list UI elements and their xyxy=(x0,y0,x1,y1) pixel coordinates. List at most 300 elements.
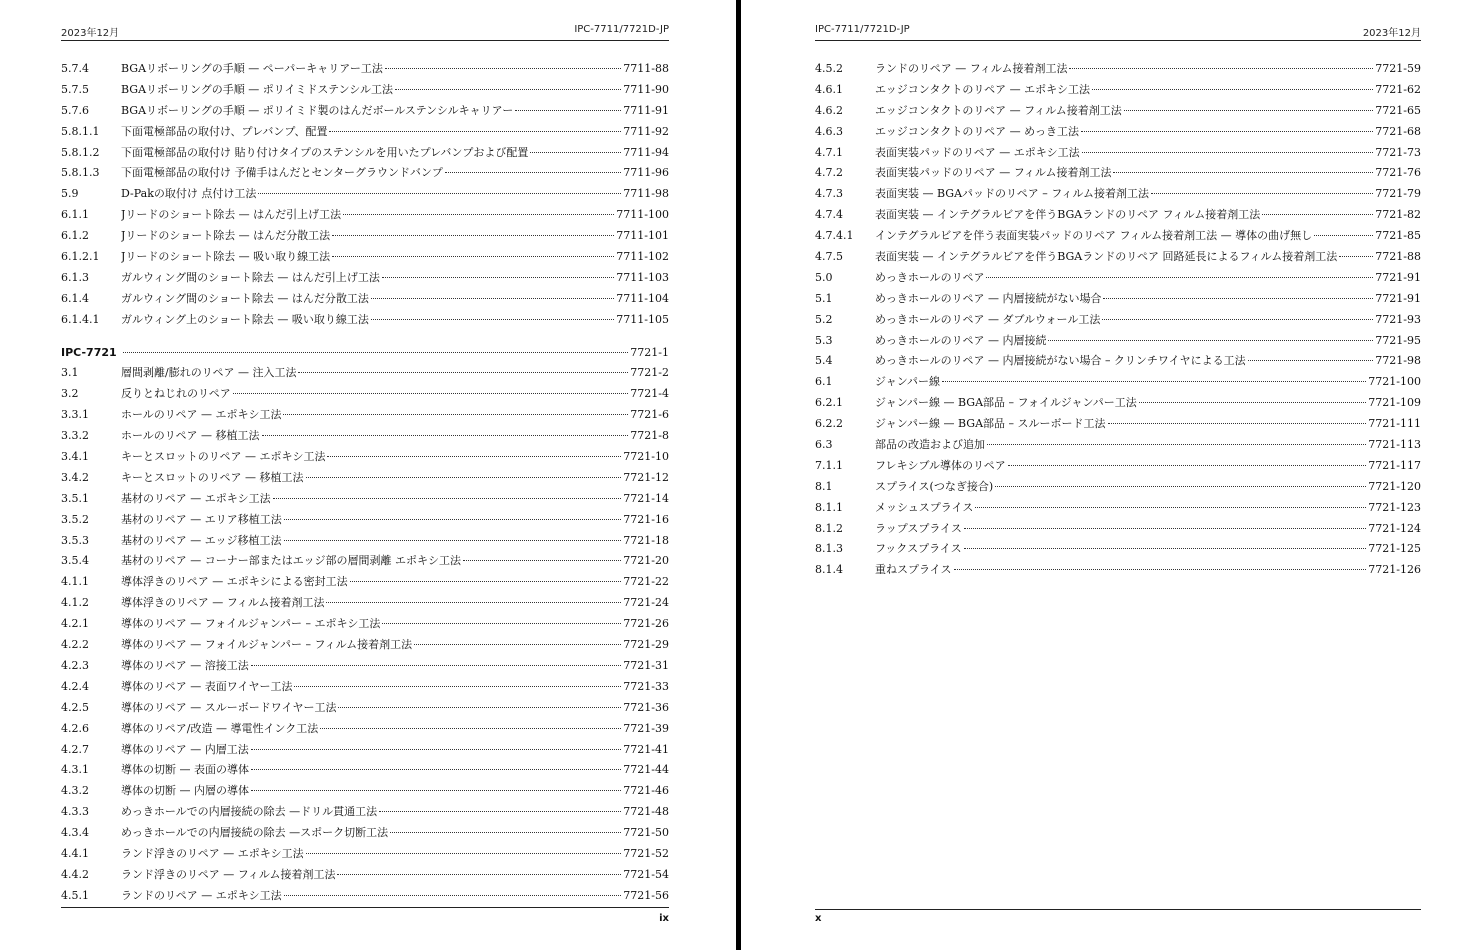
toc-entry-title: ガルウィング上のショート除去 — 吸い取り線工法 xyxy=(121,312,369,326)
toc-list xyxy=(61,59,669,907)
toc-entry[interactable] xyxy=(815,310,1421,331)
toc-section-number: 3.5.4 xyxy=(61,554,89,568)
toc-entry[interactable] xyxy=(61,593,669,614)
toc-entry-title: BGAリボーリングの手順 — ペーパーキャリアー工法 xyxy=(121,62,383,75)
toc-entry-title: 重ねスプライス xyxy=(875,563,952,577)
toc-dot-leader xyxy=(1102,319,1373,320)
toc-dot-leader xyxy=(123,352,628,353)
toc-entry-title: 層間剥離/膨れのリペア — 注入工法 xyxy=(121,366,297,380)
toc-entry[interactable] xyxy=(815,226,1421,247)
toc-section-number: 3.3.1 xyxy=(61,408,89,422)
toc-dot-leader xyxy=(294,686,621,687)
toc-page-ref: 7721-125 xyxy=(1368,542,1421,556)
toc-entry[interactable] xyxy=(61,740,669,761)
toc-entry[interactable] xyxy=(815,205,1421,226)
toc-entry[interactable] xyxy=(61,635,669,656)
toc-page-ref: 7721-6 xyxy=(630,408,669,422)
toc-page-ref: 7721-109 xyxy=(1368,396,1421,410)
toc-dot-leader xyxy=(954,569,1367,570)
toc-section-number: 5.3 xyxy=(815,333,833,347)
toc-entry-title: 導体のリペア — フォイルジャンパー – フィルム接着剤工法 xyxy=(121,638,413,652)
toc-dot-leader xyxy=(987,444,1366,445)
toc-entry-title: D-Pakの取付け 点付け工法 xyxy=(121,187,257,201)
toc-section-number: 4.3.1 xyxy=(61,763,89,777)
toc-entry[interactable] xyxy=(815,163,1421,184)
toc-dot-leader xyxy=(1139,402,1367,403)
toc-page-ref: 7721-50 xyxy=(623,826,669,840)
toc-entry[interactable] xyxy=(61,226,669,247)
toc-section-number: 5.8.1.1 xyxy=(61,124,100,138)
toc-entry-title: ホールのリペア — エポキシ工法 xyxy=(121,408,282,422)
toc-dot-leader xyxy=(1151,193,1373,194)
toc-entry[interactable] xyxy=(61,426,669,447)
toc-page-ref: 7721-54 xyxy=(623,867,669,881)
toc-entry[interactable] xyxy=(61,698,669,719)
toc-dot-leader xyxy=(975,507,1366,508)
toc-entry-title: 導体のリペア — 表面ワイヤー工法 xyxy=(121,679,293,693)
toc-section-number: 3.3.2 xyxy=(61,429,89,443)
toc-page-ref: 7721-24 xyxy=(623,596,669,610)
toc-entry[interactable] xyxy=(815,539,1421,560)
toc-page-ref: 7711-102 xyxy=(616,250,669,264)
toc-page-ref: 7721-10 xyxy=(623,450,669,464)
toc-entry-title: メッシュスプライス xyxy=(875,500,974,514)
toc-section-number: 4.7.3 xyxy=(815,187,843,201)
toc-dot-leader xyxy=(320,728,621,729)
toc-entry-title: めっきホールでの内層接続の除去 —スポーク切断工法 xyxy=(121,826,389,840)
toc-dot-leader xyxy=(382,623,621,624)
toc-section-number: 3.5.3 xyxy=(61,533,89,547)
toc-page-ref: 7711-96 xyxy=(623,166,669,180)
toc-entry[interactable] xyxy=(61,719,669,740)
toc-section-number: 4.4.2 xyxy=(61,867,89,881)
toc-page-ref: 7721-20 xyxy=(623,554,669,568)
toc-section-number: 3.2 xyxy=(61,387,79,401)
toc-entry-title: 導体のリペア — 内層工法 xyxy=(121,742,249,756)
toc-entry-title: めっきホールのリペア — 内層接続 xyxy=(875,333,1047,347)
toc-page-ref: 7721-41 xyxy=(623,742,669,756)
toc-entry-title: キーとスロットのリペア — 移植工法 xyxy=(121,470,304,484)
toc-section-number: 3.4.2 xyxy=(61,470,89,484)
toc-page-ref: 7721-68 xyxy=(1375,124,1421,138)
toc-dot-leader xyxy=(326,602,621,603)
toc-section-number: 5.9 xyxy=(61,187,79,201)
toc-section-number: 8.1.3 xyxy=(815,542,843,556)
header-doc-id: IPC-7711/7721D-JP xyxy=(574,24,669,35)
toc-entry-title: めっきホールのリペア — ダブルウォール工法 xyxy=(875,312,1101,326)
page-number: x xyxy=(815,913,822,924)
toc-page-ref: 7721-91 xyxy=(1375,270,1421,284)
toc-dot-leader xyxy=(371,319,614,320)
toc-spacer xyxy=(61,331,669,343)
toc-page-ref: 7721-29 xyxy=(623,638,669,652)
toc-entry[interactable] xyxy=(61,802,669,823)
toc-page-ref: 7721-65 xyxy=(1375,103,1421,117)
toc-dot-leader xyxy=(332,235,614,236)
toc-entry-title: Jリードのショート除去 — はんだ引上げ工法 xyxy=(121,208,342,222)
toc-section-number: 5.8.1.2 xyxy=(61,145,100,159)
toc-section-number: 5.7.5 xyxy=(61,82,89,96)
toc-page-ref: 7721-12 xyxy=(623,470,669,484)
toc-entry-title: 導体浮きのリペア — エポキシによる密封工法 xyxy=(121,575,348,589)
toc-section-number: 4.5.1 xyxy=(61,888,89,902)
toc-entry[interactable] xyxy=(815,143,1421,164)
toc-dot-leader xyxy=(515,110,621,111)
toc-section-number: 3.4.1 xyxy=(61,450,89,464)
toc-entry[interactable] xyxy=(61,122,669,143)
toc-entry[interactable] xyxy=(61,844,669,865)
toc-entry[interactable] xyxy=(815,289,1421,310)
toc-entry[interactable] xyxy=(61,677,669,698)
toc-page-ref: 7721-82 xyxy=(1375,208,1421,222)
toc-page-ref: 7721-126 xyxy=(1368,563,1421,577)
toc-section-number: 6.2.1 xyxy=(815,396,843,410)
toc-page-ref: 7721-113 xyxy=(1368,438,1421,452)
header-rule xyxy=(61,40,669,41)
toc-section-number: 6.2.2 xyxy=(815,417,843,431)
toc-entry[interactable] xyxy=(61,468,669,489)
toc-entry[interactable] xyxy=(61,489,669,510)
toc-dot-leader xyxy=(332,256,614,257)
toc-page-ref: 7721-39 xyxy=(623,721,669,735)
toc-dot-leader xyxy=(1262,214,1373,215)
toc-entry-title: フレキシブル導体のリペア xyxy=(875,458,1006,472)
toc-page-ref: 7711-100 xyxy=(616,208,669,222)
toc-section-number: 4.2.3 xyxy=(61,658,89,672)
toc-entry-title: ラップスプライス xyxy=(875,521,962,535)
toc-dot-leader xyxy=(964,528,1366,529)
toc-dot-leader xyxy=(284,895,622,896)
toc-dot-leader xyxy=(329,131,621,132)
toc-dot-leader xyxy=(262,435,629,436)
toc-entry[interactable] xyxy=(815,331,1421,352)
toc-entry-title: 基材のリペア — エッジ移植工法 xyxy=(121,533,282,547)
toc-page-ref: 7721-4 xyxy=(630,387,669,401)
toc-page-ref: 7721-117 xyxy=(1368,458,1421,472)
toc-entry-title: めっきホールでの内層接続の除去 —ドリル貫通工法 xyxy=(121,805,378,819)
toc-page-ref: 7711-94 xyxy=(623,145,669,159)
toc-dot-leader xyxy=(251,665,622,666)
toc-entry[interactable] xyxy=(815,393,1421,414)
toc-page-ref: 7721-124 xyxy=(1368,521,1421,535)
footer-rule xyxy=(61,907,669,908)
toc-section-number: 4.6.2 xyxy=(815,103,843,117)
toc-entry[interactable] xyxy=(815,456,1421,477)
toc-page-ref: 7721-111 xyxy=(1368,417,1421,431)
toc-entry-title: エッジコンタクトのリペア — めっき工法 xyxy=(875,124,1080,138)
toc-page-ref: 7721-44 xyxy=(623,763,669,777)
toc-entry[interactable] xyxy=(815,519,1421,540)
toc-page-ref: 7721-1 xyxy=(630,345,669,359)
header-date: 2023年12月 xyxy=(61,28,120,39)
toc-entry-title: ジャンパー線 — BGA部品 – スルーボード工法 xyxy=(875,417,1106,431)
toc-dot-leader xyxy=(1314,235,1373,236)
toc-section-number: 4.2.5 xyxy=(61,700,89,714)
toc-entry[interactable] xyxy=(61,143,669,164)
toc-dot-leader xyxy=(1248,360,1374,361)
toc-section-number: 6.1.2 xyxy=(61,229,89,243)
toc-entry[interactable] xyxy=(815,101,1421,122)
toc-dot-leader xyxy=(1113,172,1373,173)
toc-entry-title: ジャンパー線 — BGA部品 – フォイルジャンパー工法 xyxy=(875,396,1137,410)
toc-page-ref: 7721-85 xyxy=(1375,229,1421,243)
toc-entry[interactable] xyxy=(61,289,669,310)
toc-dot-leader xyxy=(1081,131,1373,132)
toc-section-number: 4.5.2 xyxy=(815,62,843,75)
toc-section-number: 4.7.5 xyxy=(815,250,843,264)
toc-section-number: 4.2.1 xyxy=(61,617,89,631)
toc-page-ref: 7721-73 xyxy=(1375,145,1421,159)
toc-entry[interactable] xyxy=(61,447,669,468)
toc-section-number: 4.7.2 xyxy=(815,166,843,180)
toc-entry[interactable] xyxy=(61,59,669,80)
toc-entry[interactable] xyxy=(815,372,1421,393)
toc-page-ref: 7721-14 xyxy=(623,491,669,505)
toc-entry-title: ランド浮きのリペア — フィルム接着剤工法 xyxy=(121,867,336,881)
toc-dot-leader xyxy=(390,832,621,833)
toc-dot-leader xyxy=(343,214,614,215)
toc-section-number: 6.3 xyxy=(815,438,833,452)
toc-entry[interactable] xyxy=(61,551,669,572)
toc-entry-title: めっきホールのリペア — 内層接続がない場合 – クリンチワイヤによる工法 xyxy=(875,354,1246,368)
toc-section-number: 4.1.1 xyxy=(61,575,89,589)
toc-page-ref: 7721-100 xyxy=(1368,375,1421,389)
toc-page-ref: 7721-8 xyxy=(630,429,669,443)
toc-dot-leader xyxy=(379,811,621,812)
header-date: 2023年12月 xyxy=(1362,28,1421,39)
toc-entry[interactable] xyxy=(815,477,1421,498)
toc-entry-title: ガルウィング間のショート除去 — はんだ分散工法 xyxy=(121,291,369,305)
toc-entry-title: 下面電極部品の取付け 予備手はんだとセンターグラウンドバンプ xyxy=(121,166,443,180)
toc-section-number: 4.6.3 xyxy=(815,124,843,138)
toc-entry[interactable] xyxy=(815,435,1421,456)
toc-dot-leader xyxy=(445,172,621,173)
toc-entry-title: エッジコンタクトのリペア — エポキシ工法 xyxy=(875,82,1091,96)
toc-entry[interactable] xyxy=(61,886,669,907)
toc-entry-title: 基材のリペア — エリア移植工法 xyxy=(121,512,282,526)
toc-dot-leader xyxy=(284,519,622,520)
toc-section-number: 8.1.1 xyxy=(815,500,843,514)
toc-entry-title: 下面電極部品の取付け 貼り付けタイプのステンシルを用いたプレバンプおよび配置 xyxy=(121,145,529,159)
toc-entry[interactable] xyxy=(61,823,669,844)
toc-section-number: 5.2 xyxy=(815,312,833,326)
toc-entry[interactable] xyxy=(61,363,669,384)
toc-entry[interactable] xyxy=(61,531,669,552)
toc-entry-title: 導体のリペア — 溶接工法 xyxy=(121,658,249,672)
toc-section-number: 3.1 xyxy=(61,366,79,380)
toc-section-number: 6.1.2.1 xyxy=(61,250,100,264)
toc-page-ref: 7721-56 xyxy=(623,888,669,902)
toc-dot-leader xyxy=(986,277,1373,278)
toc-page-ref: 7721-18 xyxy=(623,533,669,547)
toc-section-number: 8.1 xyxy=(815,479,833,493)
toc-entry-title: Jリードのショート除去 — 吸い取り線工法 xyxy=(121,250,331,264)
toc-entry[interactable] xyxy=(61,510,669,531)
toc-page-ref: 7721-62 xyxy=(1375,82,1421,96)
toc-entry-title: 導体の切断 — 内層の導体 xyxy=(121,784,249,798)
toc-entry[interactable] xyxy=(815,59,1421,80)
toc-entry-title: 基材のリペア — コーナー部またはエッジ部の層間剥離 エポキシ工法 xyxy=(121,554,461,568)
toc-page-ref: 7721-88 xyxy=(1375,250,1421,264)
toc-entry[interactable] xyxy=(61,101,669,122)
toc-section-number: 5.7.4 xyxy=(61,62,89,75)
toc-dot-leader xyxy=(251,769,621,770)
toc-entry[interactable] xyxy=(61,384,669,405)
toc-page-ref: 7721-16 xyxy=(623,512,669,526)
toc-dot-leader xyxy=(385,68,621,69)
toc-entry[interactable] xyxy=(61,781,669,802)
toc-section-number: 4.2.4 xyxy=(61,679,89,693)
toc-entry[interactable] xyxy=(61,268,669,289)
toc-section-number: 4.2.7 xyxy=(61,742,89,756)
toc-entry-title: めっきホールのリペア — 内層接続がない場合 xyxy=(875,291,1102,305)
toc-entry-title: ランドのリペア — フィルム接着剤工法 xyxy=(875,62,1068,75)
toc-page-ref: 7721-22 xyxy=(623,575,669,589)
toc-list xyxy=(815,59,1421,581)
right-page xyxy=(741,0,1474,950)
toc-dot-leader xyxy=(395,89,621,90)
toc-section-number: 7.1.1 xyxy=(815,458,843,472)
toc-entry[interactable] xyxy=(61,865,669,886)
toc-dot-leader xyxy=(338,707,621,708)
toc-entry[interactable] xyxy=(61,205,669,226)
toc-entry-title: 表面実装パッドのリペア — フィルム接着剤工法 xyxy=(875,166,1112,180)
header-rule xyxy=(815,40,1421,41)
toc-section-number: 4.1.2 xyxy=(61,596,89,610)
header-doc-id: IPC-7711/7721D-JP xyxy=(815,24,910,35)
toc-entry-title: フックスプライス xyxy=(875,542,962,556)
toc-dot-leader xyxy=(1092,89,1373,90)
footer-rule xyxy=(815,909,1421,910)
toc-entry-title: 導体浮きのリペア — フィルム接着剤工法 xyxy=(121,596,325,610)
toc-section-number: 6.1 xyxy=(815,375,833,389)
toc-section-number: 3.5.1 xyxy=(61,491,89,505)
toc-entry[interactable] xyxy=(815,351,1421,372)
toc-page-ref: 7721-33 xyxy=(623,679,669,693)
toc-section-number: 4.7.4.1 xyxy=(815,229,854,243)
toc-dot-leader xyxy=(1069,68,1373,69)
toc-entry[interactable] xyxy=(815,184,1421,205)
toc-dot-leader xyxy=(1103,298,1373,299)
toc-dot-leader xyxy=(306,477,622,478)
toc-dot-leader xyxy=(283,414,628,415)
toc-page-ref: 7711-104 xyxy=(616,291,669,305)
toc-page-ref: 7721-52 xyxy=(623,846,669,860)
toc-entry[interactable] xyxy=(61,310,669,331)
toc-entry[interactable] xyxy=(61,343,669,364)
toc-entry[interactable] xyxy=(815,560,1421,581)
toc-dot-leader xyxy=(284,540,622,541)
toc-dot-leader xyxy=(1124,110,1373,111)
toc-entry[interactable] xyxy=(61,184,669,205)
toc-section-number: 4.2.6 xyxy=(61,721,89,735)
toc-entry[interactable] xyxy=(61,247,669,268)
toc-dot-leader xyxy=(1048,340,1373,341)
toc-section-number: 4.7.4 xyxy=(815,208,843,222)
toc-entry-title: BGAリボーリングの手順 — ポリイミドステンシル工法 xyxy=(121,82,394,96)
left-page xyxy=(0,0,736,950)
toc-entry-title: 導体のリペア/改造 — 導電性インク工法 xyxy=(121,721,319,735)
toc-entry[interactable] xyxy=(815,122,1421,143)
toc-page-ref: 7721-79 xyxy=(1375,187,1421,201)
toc-entry-title: 表面実装パッドのリペア — エポキシ工法 xyxy=(875,145,1080,159)
toc-dot-leader xyxy=(298,372,628,373)
toc-page-ref: 7721-120 xyxy=(1368,479,1421,493)
toc-dot-leader xyxy=(942,381,1366,382)
toc-page-ref: 7711-91 xyxy=(623,103,669,117)
toc-entry-title: 導体のリペア — フォイルジャンパー – エポキシ工法 xyxy=(121,617,381,631)
toc-dot-leader xyxy=(306,853,622,854)
toc-dot-leader xyxy=(1108,423,1367,424)
toc-section-number: 4.2.2 xyxy=(61,638,89,652)
toc-entry[interactable] xyxy=(61,163,669,184)
toc-section-number: IPC-7721 xyxy=(61,345,117,359)
toc-page-ref: 7721-31 xyxy=(623,658,669,672)
toc-entry[interactable] xyxy=(815,414,1421,435)
toc-entry[interactable] xyxy=(61,80,669,101)
toc-dot-leader xyxy=(1008,465,1366,466)
toc-entry-title: ランド浮きのリペア — エポキシ工法 xyxy=(121,846,304,860)
toc-page-ref: 7721-46 xyxy=(623,784,669,798)
toc-dot-leader xyxy=(233,393,629,394)
toc-entry[interactable] xyxy=(815,268,1421,289)
toc-entry-title: スプライス(つなぎ接合) xyxy=(875,479,994,493)
toc-entry-title: エッジコンタクトのリペア — フィルム接着剤工法 xyxy=(875,103,1122,117)
toc-dot-leader xyxy=(273,498,622,499)
toc-entry-title: 部品の改造および追加 xyxy=(875,438,985,452)
toc-entry[interactable] xyxy=(815,80,1421,101)
toc-entry-title: 下面電極部品の取付け、プレバンプ、配置 xyxy=(121,124,328,138)
toc-entry-title: キーとスロットのリペア — エポキシ工法 xyxy=(121,450,326,464)
toc-entry-title: 表面実装 — インテグラルビアを伴うBGAランドのリペア 回路延長によるフィルム接着剤工法 xyxy=(875,250,1338,264)
toc-dot-leader xyxy=(371,298,614,299)
toc-entry[interactable] xyxy=(815,498,1421,519)
toc-section-number: 5.7.6 xyxy=(61,103,89,117)
toc-section-number: 8.1.2 xyxy=(815,521,843,535)
toc-page-ref: 7721-76 xyxy=(1375,166,1421,180)
toc-entry[interactable] xyxy=(61,405,669,426)
toc-entry-title: BGAリボーリングの手順 — ポリイミド製のはんだボールステンシルキャリアー xyxy=(121,103,514,117)
toc-section-number: 4.3.4 xyxy=(61,826,89,840)
toc-entry-title: 反りとねじれのリペア xyxy=(121,387,231,401)
toc-entry-title: ランドのリペア — エポキシ工法 xyxy=(121,888,282,902)
toc-dot-leader xyxy=(251,790,621,791)
toc-entry-title: インテグラルビアを伴う表面実装パッドのリペア フィルム接着剤工法 — 導体の曲げ無し xyxy=(875,229,1313,243)
toc-dot-leader xyxy=(382,277,614,278)
page-number: ix xyxy=(659,913,669,924)
toc-dot-leader xyxy=(964,548,1367,549)
toc-section-number: 8.1.4 xyxy=(815,563,843,577)
toc-dot-leader xyxy=(258,193,621,194)
toc-entry[interactable] xyxy=(61,656,669,677)
toc-entry-title: Jリードのショート除去 — はんだ分散工法 xyxy=(121,229,331,243)
toc-entry-title: めっきホールのリペア xyxy=(875,270,985,284)
toc-section-number: 5.4 xyxy=(815,354,833,368)
toc-entry[interactable] xyxy=(61,614,669,635)
toc-entry[interactable] xyxy=(61,760,669,781)
toc-entry-title: ガルウィング間のショート除去 — はんだ引上げ工法 xyxy=(121,270,380,284)
toc-dot-leader xyxy=(995,486,1366,487)
toc-entry-title: ジャンパー線 xyxy=(875,375,941,389)
toc-entry[interactable] xyxy=(61,572,669,593)
toc-page-ref: 7721-36 xyxy=(623,700,669,714)
toc-entry[interactable] xyxy=(815,247,1421,268)
toc-dot-leader xyxy=(1339,256,1373,257)
toc-page-ref: 7711-90 xyxy=(623,82,669,96)
toc-page-ref: 7711-92 xyxy=(623,124,669,138)
toc-entry-title: 基材のリペア — エポキシ工法 xyxy=(121,491,271,505)
toc-entry-title: ホールのリペア — 移植工法 xyxy=(121,429,260,443)
